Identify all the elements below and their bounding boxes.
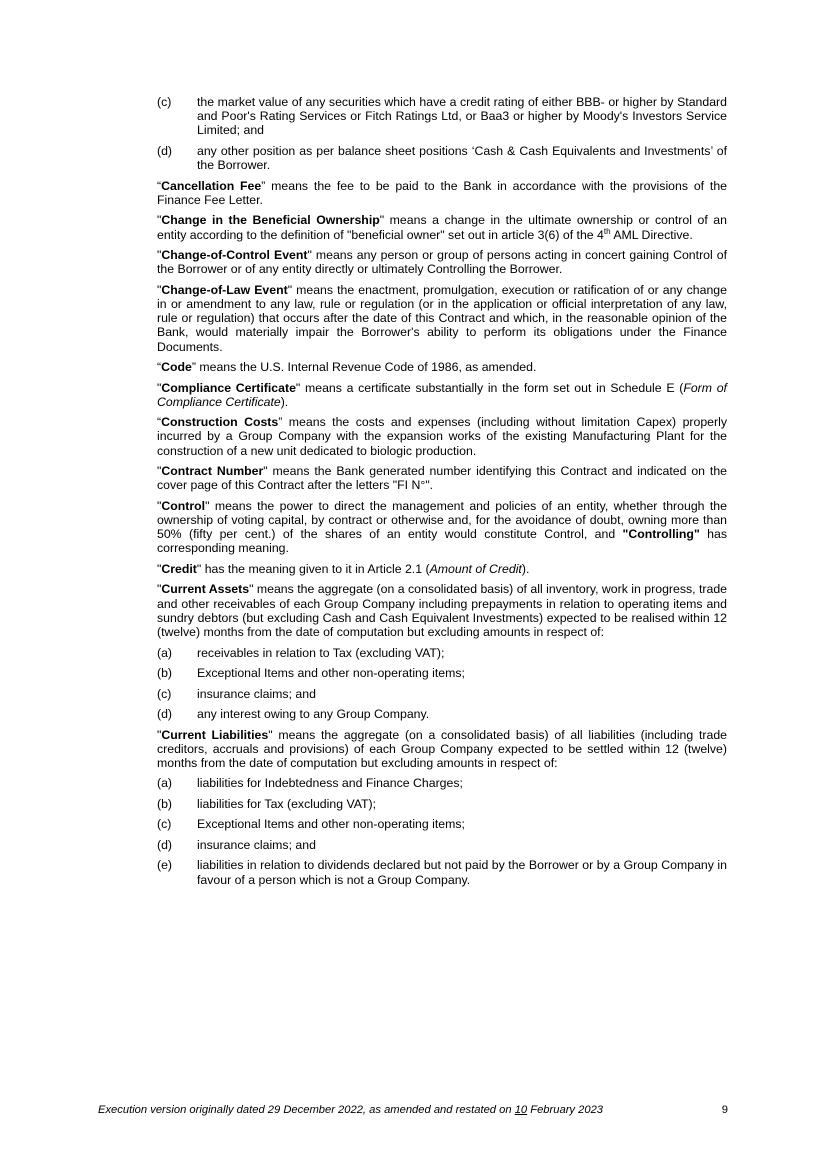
quote-mark: " bbox=[157, 561, 162, 576]
definition-code bbox=[157, 360, 727, 374]
quote-mark: “ bbox=[157, 415, 162, 430]
quote-mark: " bbox=[157, 582, 162, 597]
item-label: (c) bbox=[157, 817, 172, 832]
definition-construction-costs bbox=[157, 415, 727, 458]
definition-text-cont: has corresponding meaning. bbox=[157, 527, 727, 556]
definition-contract-number bbox=[157, 464, 727, 492]
quote-mark: " bbox=[157, 727, 162, 742]
superscript: th bbox=[603, 226, 611, 236]
list-item bbox=[157, 95, 727, 138]
item-label: (c) bbox=[157, 686, 172, 701]
defined-term: Change in the Beneficial Ownership bbox=[161, 213, 380, 228]
definition-text: " means the enactment, promulgation, execution or ratification of or any change in or amendment to any law, rule or regulation (or in the application or official interpretation of any law, rule or regulation) that occurs after the date of this Contract and which, in the reasonable opinion of the Bank, would materially impair the Borrower's ability to perform its obligations under the Finance Documents. bbox=[157, 282, 727, 354]
defined-term-secondary: "Controlling" bbox=[622, 527, 700, 542]
quote-mark: " bbox=[157, 282, 162, 297]
definition-change-of-control bbox=[157, 248, 727, 276]
definition-current-liabilities bbox=[157, 728, 727, 771]
item-text: insurance claims; and bbox=[197, 686, 316, 701]
definition-text: ” means the costs and expenses (including without limitation Capex) properly incurred by a Group Company with the expansion works of the existing Manufacturing Plant for the construction of a new unit dedicated to biologic production. bbox=[157, 415, 727, 458]
footer-underlined-day: 10 bbox=[514, 1104, 528, 1116]
item-label: (e) bbox=[157, 858, 173, 873]
item-label: (b) bbox=[157, 666, 173, 681]
quote-mark: " bbox=[157, 380, 162, 395]
list-item bbox=[157, 666, 727, 680]
item-label: (b) bbox=[157, 796, 173, 811]
list-item bbox=[157, 838, 727, 852]
item-text: liabilities for Indebtedness and Finance Charges; bbox=[197, 776, 463, 791]
definition-text: " means the aggregate (on a consolidated basis) of all inventory, work in progress, trade and other receivables of each Group Company including prepayments in relation to operating items and sundry debtors (but excluding Cash and Cash Equivalent Investments) expected to be realised within 12 (twelve) months from the date of computation but excluding amounts in respect of: bbox=[157, 582, 728, 640]
italic-reference: Amount of Credit bbox=[429, 561, 522, 576]
defined-term: Compliance Certificate bbox=[161, 380, 296, 395]
definition-current-assets bbox=[157, 582, 727, 639]
footer-version-note bbox=[98, 1104, 603, 1117]
item-text: any interest owing to any Group Company. bbox=[197, 707, 430, 722]
quote-mark: " bbox=[157, 464, 162, 479]
item-label: (a) bbox=[157, 776, 173, 791]
list-item bbox=[157, 646, 727, 660]
italic-reference: Form of Compliance Certificate bbox=[157, 380, 727, 409]
list-item bbox=[157, 776, 727, 790]
list-item bbox=[157, 687, 727, 701]
defined-term: Change-of-Law Event bbox=[161, 282, 288, 297]
item-label: (c) bbox=[157, 95, 172, 109]
defined-term: Control bbox=[161, 498, 206, 513]
definition-text: " means a certificate substantially in the form set out in Schedule E ( bbox=[295, 380, 684, 395]
definition-text-cont: ). bbox=[280, 394, 289, 409]
item-label: (d) bbox=[157, 837, 173, 852]
list-item bbox=[157, 144, 727, 172]
quote-mark: " bbox=[157, 213, 162, 228]
definition-text: ” means the fee to be paid to the Bank in accordance with the provisions of the Finance Fee Letter. bbox=[157, 178, 727, 207]
defined-term: Contract Number bbox=[161, 464, 264, 479]
quote-mark: " bbox=[157, 248, 162, 263]
definition-compliance-certificate bbox=[157, 381, 727, 409]
item-text: insurance claims; and bbox=[197, 837, 316, 852]
page-body bbox=[157, 95, 727, 893]
definition-text: " means the power to direct the management and policies of an entity, whether through the ownership of voting capital, by contract or otherwise and, for the avoidance of doubt, owning more than 50% (fifty per cent.) of the shares of an entity would constitute Control, and bbox=[157, 498, 727, 542]
defined-term: Current Assets bbox=[161, 582, 250, 597]
definition-change-of-law bbox=[157, 283, 727, 354]
definition-text-cont: ). bbox=[521, 561, 530, 576]
quote-mark: “ bbox=[157, 360, 162, 375]
defined-term: Credit bbox=[161, 561, 197, 576]
definition-text: " means the aggregate (on a consolidated basis) of all liabilities (including trade creditors, accruals and provisions) of each Group Company expected to be settled within 12 (twelve) months from the date of computation but excluding amounts in respect of: bbox=[157, 727, 727, 770]
quote-mark: “ bbox=[157, 178, 162, 193]
defined-term: Code bbox=[161, 360, 192, 375]
item-text: receivables in relation to Tax (excluding VAT); bbox=[197, 645, 445, 660]
page-number: 9 bbox=[721, 1104, 728, 1116]
definition-text-cont: AML Directive. bbox=[610, 227, 693, 242]
item-label: (a) bbox=[157, 645, 173, 660]
list-item bbox=[157, 817, 727, 831]
definition-control bbox=[157, 499, 727, 556]
item-text: Exceptional Items and other non-operating items; bbox=[197, 817, 465, 832]
defined-term: Change-of-Control Event bbox=[161, 248, 308, 263]
footer-text: Execution version originally dated 29 December 2022, as amended and restated on bbox=[98, 1104, 515, 1116]
definition-text: ” means the U.S. Internal Revenue Code of 1986, as amended. bbox=[191, 360, 537, 375]
definition-cancellation-fee bbox=[157, 179, 727, 207]
definition-text: " has the meaning given to it in Article 2.1 ( bbox=[196, 561, 430, 576]
item-text: Exceptional Items and other non-operating items; bbox=[197, 666, 465, 681]
item-label: (d) bbox=[157, 707, 173, 722]
item-text: the market value of any securities which have a credit rating of either BBB- or higher by Standard and Poor's Rating Services or Fitch Ratings Ltd, or Baa3 or higher by Moody's Investors Service Limited; and bbox=[197, 95, 727, 138]
list-item bbox=[157, 707, 727, 721]
quote-mark: " bbox=[157, 498, 162, 513]
definition-text: " means the Bank generated number identifying this Contract and indicated on the cover page of this Contract after the letters "FI N°". bbox=[157, 464, 728, 493]
item-label: (d) bbox=[157, 143, 173, 158]
definition-credit bbox=[157, 562, 727, 576]
defined-term: Current Liabilities bbox=[161, 727, 269, 742]
list-item bbox=[157, 797, 727, 811]
item-text: any other position as per balance sheet positions ‘Cash & Cash Equivalents and Investments’ of the Borrower. bbox=[197, 143, 727, 173]
item-text: liabilities in relation to dividends declared but not paid by the Borrower or by a Group Company in favour of a person which is not a Group Company. bbox=[197, 858, 727, 887]
footer-text-end: February 2023 bbox=[527, 1104, 604, 1116]
definition-text: " means any person or group of persons acting in concert gaining Control of the Borrower or of any entity directly or ultimately Controlling the Borrower. bbox=[157, 248, 727, 277]
defined-term: Cancellation Fee bbox=[161, 178, 262, 193]
definition-text: " means a change in the ultimate ownership or control of an entity according to the definition of "beneficial owner" set out in article 3(6) of the 4 bbox=[157, 213, 727, 242]
defined-term: Construction Costs bbox=[161, 415, 279, 430]
item-text: liabilities for Tax (excluding VAT); bbox=[197, 796, 377, 811]
list-item bbox=[157, 858, 727, 886]
definition-change-beneficial-ownership bbox=[157, 213, 727, 241]
